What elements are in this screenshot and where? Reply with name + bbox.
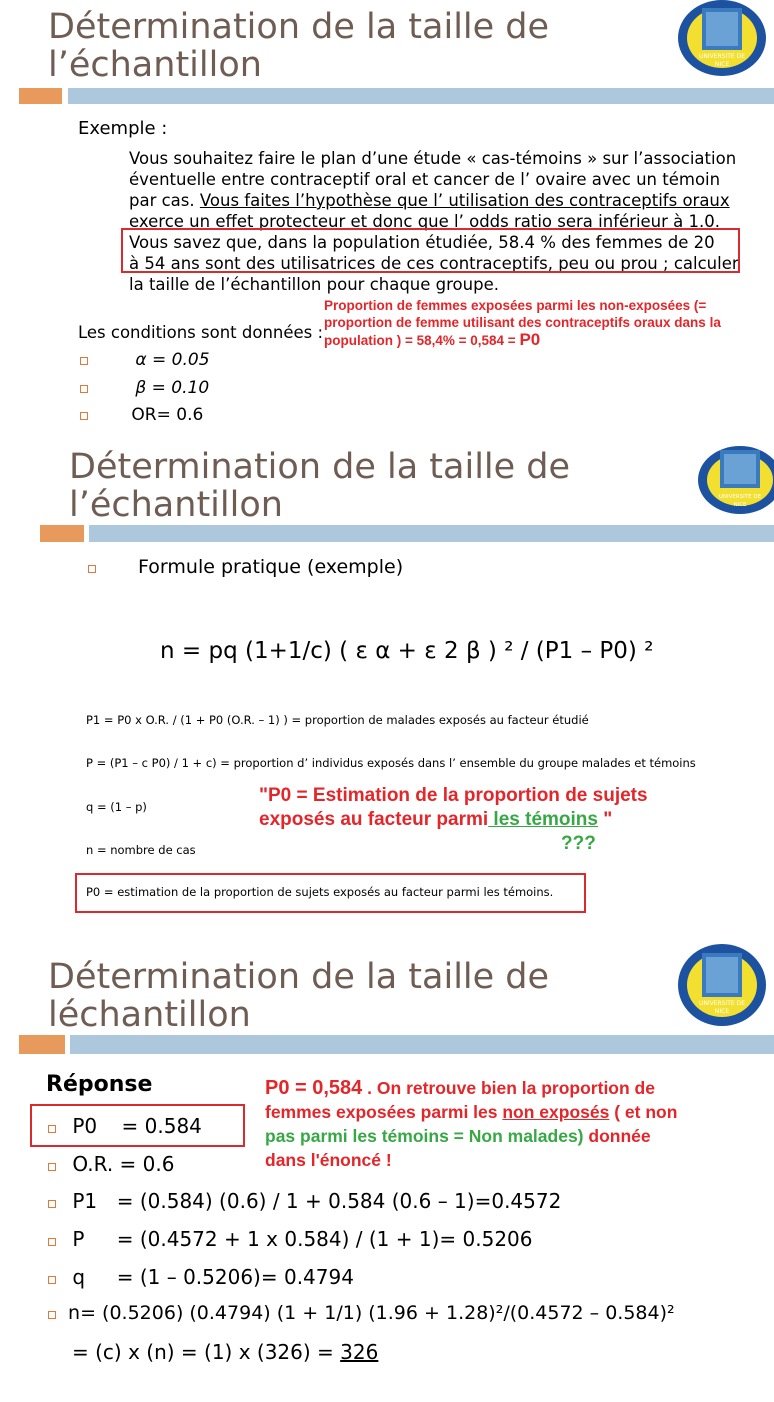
answer-line [48,1227,533,1251]
answer-key: P [72,1227,85,1251]
faculty-logo-icon [696,446,774,516]
note-question: ??? [561,833,596,854]
svg-text:NICE: NICE [714,1008,730,1015]
title-line: léchantillon [48,995,251,1035]
condition-item [80,378,209,398]
para-line: la taille de l’échantillon pour chaque groupe. [129,275,499,294]
answer-value: = (0.584) (0.6) / 1 + 0.584 (0.6 – 1)=0.4572 [116,1189,562,1213]
bullet-square-icon [48,1163,56,1171]
note-red [259,784,648,856]
answer-line [48,1302,675,1324]
blue-bar [70,1035,774,1054]
bullet-square-icon [48,1238,56,1246]
note-p0: P0 [519,330,541,349]
note-line: . On retrouve bien la proportion de [362,1078,655,1098]
def-line: P = (P1 – c P0) / 1 + c) = proportion d’ individus exposés dans l’ ensemble du groupe malades et témoins [86,756,696,770]
bullet-square-icon [48,1311,56,1319]
note-line: " [597,809,613,830]
note-line: donnée [583,1126,651,1146]
title-line: Détermination de la taille de [48,7,550,47]
slide-title [48,958,549,1034]
def-line: n = nombre de cas [86,843,196,857]
answer-value: = (1 – 0.5206)= 0.4794 [116,1265,354,1289]
svg-text:NICE: NICE [733,502,747,508]
note-green: pas parmi les témoins = Non malades) [265,1126,584,1146]
note-line: dans l'énoncé ! [265,1150,392,1170]
faculty-logo-icon [676,943,768,1027]
condition-item [80,405,203,425]
condition-text: OR= 0.6 [131,405,204,425]
para-line: à 54 ans sont des utilisatrices de ces contraceptifs, peu ou prou ; calculer [129,254,739,273]
para-line: Vous souhaitez faire le plan d’une étude « cas-témoins » sur l’association [129,149,737,168]
note-line: non exposés [502,1102,610,1122]
note-red [265,1076,677,1172]
blue-bar [68,88,774,104]
para-line: exerce un effet protecteur et donc que l’ odds ratio sera inférieur à 1.0. [129,212,721,231]
title-line: l’échantillon [69,485,283,525]
answer-line [48,1152,174,1176]
para-line: Vous savez que, dans la population étudiée, 58.4 % des femmes de 20 [129,233,715,252]
svg-text:NICE: NICE [714,61,730,68]
answer-key: q [72,1265,86,1289]
bullet-square-icon [80,357,88,365]
reponse-label: Réponse [46,1072,153,1097]
faculty-logo-icon [676,0,768,78]
condition-item [80,350,210,370]
bullet-square-icon [80,412,88,420]
answer-value: = 0.584 [121,1114,202,1138]
title-line: Détermination de la taille de [69,447,571,487]
highlight-box [121,228,740,273]
blue-bar [89,525,774,542]
note-line: "P0 = Estimation de la proportion de sujets [259,785,648,806]
bullet-square-icon [48,1276,56,1284]
answer-key: P0 [72,1114,98,1138]
n-formula: n= (0.5206) (0.4794) (1 + 1/1) (1.96 + 1.28)²/(0.4572 – 0.584)² [68,1302,675,1324]
note-line: ( et non [609,1102,678,1122]
para-line: éventuelle entre contraceptif oral et cancer de l’ ovaire avec un témoin [129,170,721,189]
answer-value: = (0.4572 + 1 x 0.584) / (1 + 1)= 0.5206 [116,1227,533,1251]
result-line [72,1340,378,1364]
para-line: Vous faites l’hypothèse que l’ utilisation des contraceptifs oraux [199,191,730,210]
bullet-text: Formule pratique (exemple) [138,556,404,578]
svg-text:UNIVERSITE DE: UNIVERSITE DE [698,1000,746,1007]
note-line: proportion de femme utilisant des contraceptifs oraux dans la [324,315,721,330]
orange-bar [19,88,62,104]
note-line: population ) = 58,4% = 0,584 = [324,333,520,348]
conditions-label: Les conditions sont données : [78,323,324,342]
orange-bar [19,1035,65,1054]
slide-title [48,8,549,84]
svg-text:UNIVERSITE DE: UNIVERSITE DE [698,53,746,60]
note-green: les témoins [488,809,598,830]
orange-bar [40,525,84,542]
formula: n = pq (1+1/c) ( ε α + ε 2 β ) ² / (P1 – P0) ² [160,638,654,664]
title-line: l’échantillon [48,45,262,85]
p0-def: P0 = estimation de la proportion de sujets exposés au facteur parmi les témoins. [86,885,554,899]
bullet-square-icon [48,1125,56,1133]
exemple-label: Exemple : [78,118,168,139]
bullet-item [88,556,403,578]
title-line: Détermination de la taille de [48,957,550,997]
note-line: femmes exposées parmi les [265,1102,503,1122]
bullet-square-icon [80,385,88,393]
answer-key: O.R. = 0.6 [72,1152,175,1176]
bullet-square-icon [88,565,96,573]
condition-text: β = 0.10 [135,378,210,398]
para-line: par cas. [129,191,200,210]
answer-key: P1 [72,1189,98,1213]
slide-title [69,448,570,524]
answer-line [48,1114,202,1138]
note-line: exposés au facteur parmi [259,809,489,830]
def-line: q = (1 – p) [86,800,147,814]
result-value: 326 [340,1340,379,1364]
condition-text: α = 0.05 [135,350,210,370]
def-line: P1 = P0 x O.R. / (1 + P0 (O.R. – 1) ) = proportion de malades exposés au facteur étudié [86,713,589,727]
answer-line [48,1189,561,1213]
note-line: Proportion de femmes exposées parmi les non-exposées (= [324,298,707,313]
svg-text:UNIVERSITE DE: UNIVERSITE DE [718,494,762,500]
note-red [324,297,721,349]
bullet-square-icon [48,1200,56,1208]
note-p0: P0 = 0,584 [265,1077,363,1099]
answer-line [48,1265,354,1289]
result-text: = (c) x (n) = (1) x (326) = [72,1340,341,1364]
